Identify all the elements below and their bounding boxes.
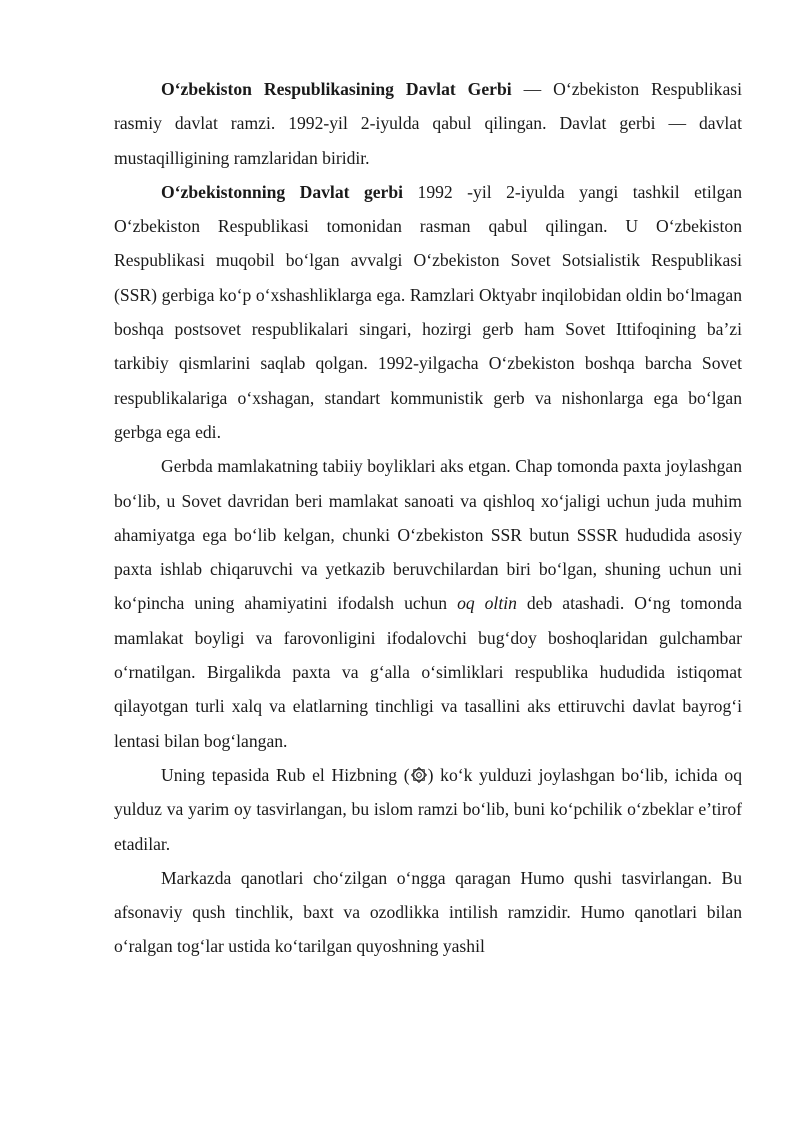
paragraph-4 xyxy=(114,758,742,861)
paragraph-2 xyxy=(114,175,742,449)
paragraph-3 xyxy=(114,449,742,758)
paragraph-5 xyxy=(114,861,742,964)
paragraph-4-text-end: ) ko‘k yulduzi joylashgan bo‘lib, ichida oq yulduz va yarim oy tasvirlangan, bu islom ramzi bo‘lib, buni ko‘pchilik o‘zbeklar e’tirof etadilar. xyxy=(114,764,742,854)
paragraph-2-heading: O‘zbekistonning Davlat gerbi xyxy=(161,181,404,202)
paragraph-5-text: Markazda qanotlari cho‘zilgan o‘ngga qaragan Humo qushi tasvirlangan. Bu afsonaviy qush tinchlik, baxt va ozodlikka intilish ramzidir. Humo qanotlari bilan o‘ralgan tog‘lar ustida ko‘tarilgan quyoshning yashil xyxy=(114,867,742,957)
paragraph-1-text: — O‘zbekiston Respublikasi rasmiy davlat ramzi. 1992-yil 2-iyulda qabul qilingan. Davlat gerbi — davlat mustaqilligining ramzlaridan biridir. xyxy=(114,79,743,168)
paragraph-2-text: 1992 -yil 2-iyulda yangi tashkil etilgan O‘zbekiston Respublikasi tomonidan rasman qabul qilingan. U O‘zbekiston Respublikasi muqobil bo‘lgan avvalgi O‘zbekiston Sovet Sotsialistik Respublikasi (SSR) gerbiga ko‘p o‘xshashliklarga ega. Ramzlari Oktyabr inqilobidan oldin bo‘lmagan boshqa postsovet respublikalari singari, hozirgi gerb ham Sovet Ittifoqining ba’zi tarkibiy qismlarini saqlab qolgan. 1992-yilgacha O‘zbekiston boshqa barcha Sovet respublikalariga o‘xshagan, standart kommunistik gerb va nishonlarga ega bo‘lgan gerbga ega edi. xyxy=(114,181,742,442)
paragraph-3-text-start: Gerbda mamlakatning tabiiy boyliklari aks etgan. Chap tomonda paxta joylashgan bo‘lib, u Sovet davridan beri mamlakat sanoati va qishloq xo‘jaligi uchun juda muhim ahamiyatga ega bo‘lib kelgan, chunki O‘zbekiston SSR butun SSSR hududida asosiy paxta ishlab chiqaruvchi va yetkazib beruvchilardan biri bo‘lgan, shuning uchun uni ko‘pincha uning ahamiyatini ifodalsh uchun xyxy=(114,456,742,614)
document-page xyxy=(114,72,742,964)
paragraph-1-heading: O‘zbekiston Respublikasining Davlat Gerbi xyxy=(161,79,512,99)
paragraph-4-text-start: Uning tepasida Rub el Hizbning ( xyxy=(161,764,410,785)
paragraph-3-text-end: deb atashadi. O‘ng tomonda mamlakat boyligi va farovonligini ifodalovchi bug‘doy boshoqlaridan gulchambar o‘rnatilgan. Birgalikda paxta va g‘alla o‘simliklari respublika hududida istiqomat qilayotgan turli xalq va elatlarning tinchligi va tasallini aks ettiruvchi davlat bayrog‘i lentasi bilan bog‘langan. xyxy=(114,593,742,751)
rub-el-hizb-icon xyxy=(410,766,428,784)
paragraph-1 xyxy=(114,72,742,175)
paragraph-3-italic-term: oq oltin xyxy=(457,593,517,614)
